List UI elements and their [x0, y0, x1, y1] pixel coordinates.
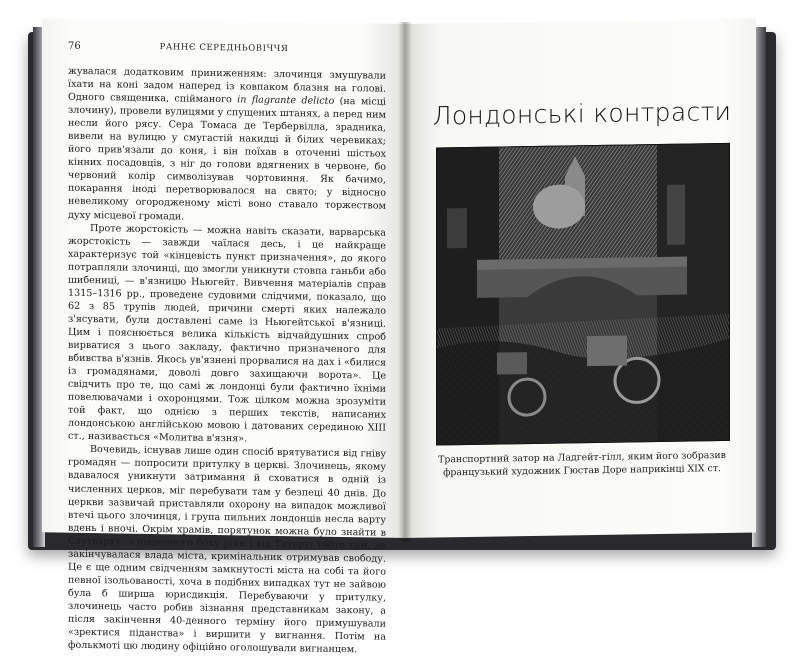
text-run: жувалася додатковим приниженням: злочинця змушували їхати на коні задом наперед із ковпаком блазня на голові. Одного священика, спійманого — [68, 65, 386, 106]
paragraph — [68, 443, 386, 657]
left-page — [42, 18, 406, 656]
horse-cart — [497, 352, 527, 374]
omnibus — [587, 335, 627, 366]
right-window — [667, 185, 685, 245]
body-text — [68, 65, 386, 657]
paragraph — [68, 65, 386, 227]
illustration-caption: Транспортний затор на Ладгейт-гілл, яким його зобразив французький художник Гюстав Доре наприкінці XIX ст. — [438, 449, 726, 479]
text-run: Проте жорстокість — можна навіть сказати, варварська жорстокість — завжди чаїлася десь, і це найкраще характеризує той «кінцевість пункт призначення», до якого потрапляли злочинці, що змогли уникнути стовпа ганьби або шибениці, — в'язницю Ньюгейт. Вивчення матеріалів справ 1315–1316 рр., проведене судовими слідчими, показало, що 62 з 85 трупів людей, причини смерті яких належало з'ясувати, були доставлені саме із Ньюгейтської в'язниці. Цим і пояснюється велика кількість відчайдушних спроб вирватися з цього закладу, фактично призначеного для вбивства в'язнів. Якось ув'язнені прорвалися на дах і «билися із громадянами, доволі довго захищаючи ворота». Це свідчить про те, що самі ж лондонці були фактично їхніми повелювачами і охоронцями. Тож цілком можна зрозуміти той факт, що однією з перших текстів, написаних лондонською англійською мовою і датованих серединою XIII ст., називається «Молитва в'язня». — [68, 222, 386, 445]
text-run: (на місці злочину), провели вулицями у спущених штанях, а перед ним несли його рясу. Сера Томаса де Тербервілла, зрадника, вивели на вулицю у смугастій накидці й білих черевиках; його прив'язали до коня, і він поїхав в оточенні шістьох кінних посадовців, з ніг до голови вдягнених в червоне, бо червоний колір символізував чортовиння. Як бачимо, покарання іноді перетворювалося на свято; у відносно невеликому огородженому місті воно ставало торжеством духу місцевої громади. — [68, 95, 386, 223]
chapter-title: Лондонські контрасти — [432, 96, 732, 131]
engraving-illustration — [436, 143, 730, 446]
page-number: 76 — [68, 40, 81, 52]
italic-phrase: in flagrante delicto — [237, 94, 335, 107]
paragraph — [68, 221, 386, 448]
left-window — [447, 208, 467, 248]
text-run: Вочевидь, існував лише один спосіб врятуватися від гніву громадян — попросити притулку в церкві. Злочинець, якому вдавалося уникнути затримання й сховатися в одній із численних церков, міг перебувати там у безпеці 40 днів. До церкви зазвичай приставляли охорону на випадок можливої втечі цього злочинця, і група пильних лондонців несла варту вдень і вночі. Окрім храмів, порятунок можна було знайти в Саутварку, з південного боку ріки і від Тауеру; тобто там, де закінчувалася влада міста, кримінальник отримував свободу. Це є ще одним свідченням замкнутості міста на собі та його певної ізольованості, хоча в подібних випадках тут не зайвою була б ширша юрисдикція. Перебуваючи у притулку, злочинець часто робив зізнання представникам закону, а після закінчення 40-денного терміну його примушували «зректися піданства» і виршити у вигнання. Потім на фолькмоті цю людину офіційно оголошували вигнанцем. — [68, 444, 386, 656]
running-head: РАННЄ СЕРЕДНЬОВІЧЧЯ — [159, 42, 289, 55]
book-gutter — [398, 22, 412, 542]
right-page — [404, 18, 756, 538]
